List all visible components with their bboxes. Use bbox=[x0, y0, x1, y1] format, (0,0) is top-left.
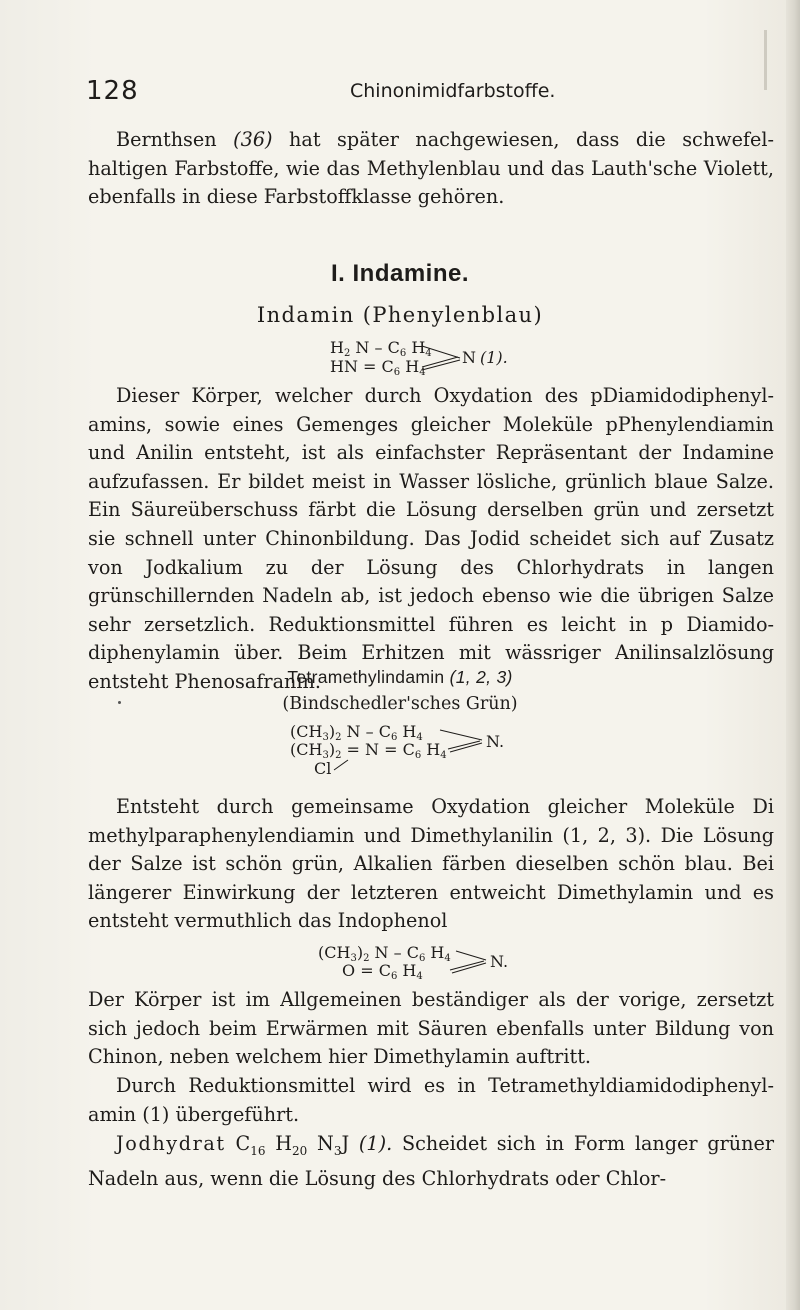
tetramethyl-formula-row3: Cl bbox=[314, 759, 332, 778]
tetramethyl-subtitle: (Bindschedler'sches Grün) bbox=[282, 694, 518, 714]
indamin-title-name: Indamin bbox=[256, 303, 355, 327]
indamin-title bbox=[0, 303, 800, 327]
intro-author: Bernthsen bbox=[116, 128, 217, 151]
jodhydrat-formula: $C_{16}$ $H_{20}$ $N_3J$ bbox=[235, 1132, 350, 1158]
intro-text: hat später nachgewiesen, dass die schwefel-haltigen Farbstoffe, wie das Methylenblau und das Lauth'sche Violett, ebenfalls in diese Farbstoffklasse gehören. bbox=[88, 128, 774, 209]
tetramethyl-title-name: Tetramethylindamin bbox=[287, 667, 445, 687]
indophenol-formula bbox=[318, 945, 538, 985]
tetramethyl-formula bbox=[290, 724, 550, 786]
tetramethyl-paragraph-3: Durch Reduktionsmittel wird es in Tetramethyldiamidodiphenyl-amin (1) übergeführt. bbox=[88, 1074, 774, 1126]
jodhydrat-text: Scheidet sich in Form langer grüner Nadeln aus, wenn die Lösung des Chlorhydrats oder Chlor- bbox=[88, 1132, 775, 1191]
tetramethyl-bond-lines bbox=[290, 724, 510, 784]
tetramethyl-formula-row2: $(CH_3)_2 = N = C_6$ $H_4$ bbox=[290, 740, 447, 761]
jodhydrat-ref: (1). bbox=[358, 1132, 393, 1155]
running-head: Chinonimidfarbstoffe. bbox=[350, 80, 556, 102]
tetramethyl-formula-n: N. bbox=[486, 732, 505, 751]
indamin-bond-lines bbox=[422, 342, 462, 372]
tetramethyl-paragraph-2: Der Körper ist im Allgemeinen beständiger als der vorige, zersetzt sich jedoch beim Erwärmen mit Säuren ebenfalls unter Bildung von Chinon, neben welchem hier Dimethylamin auftritt. bbox=[88, 988, 774, 1069]
indamin-formula-row1: $H_2$ N – $C_6$ $H_4$ bbox=[330, 338, 432, 359]
intro-ref: (36) bbox=[233, 128, 273, 151]
indamin-formula-n: N bbox=[462, 348, 476, 367]
indamin-formula-row2: HN = $C_6$ $H_4$ bbox=[330, 357, 426, 378]
page-edge bbox=[786, 0, 800, 1310]
ink-dot bbox=[118, 701, 121, 704]
indophenol-bond-lines bbox=[318, 945, 518, 981]
tetramethyl-paragraph-1: Entsteht durch gemeinsame Oxydation gleicher Moleküle Di methylparaphenylendiamin und Dimethylanilin (1, 2, 3). Die Lösung der Salze ist schön grün, Alkalien färben dieselben schön blau. Bei längerer Einwirkung der letzteren entweicht Dimethylamin und es entsteht vermuthlich das Indophenol bbox=[88, 795, 774, 933]
page-header bbox=[0, 76, 800, 110]
intro-paragraph bbox=[88, 126, 774, 212]
indamin-title-paren: (Phenylenblau) bbox=[362, 303, 544, 327]
indamin-formula-ref: (1). bbox=[480, 348, 508, 367]
jodhydrat-label: Jodhydrat bbox=[116, 1132, 226, 1155]
section-heading: I. Indamine. bbox=[330, 260, 470, 287]
indophenol-formula-row1: $(CH_3)_2$ N – $C_6$ $H_4$ bbox=[318, 943, 451, 964]
indamin-paragraph: Dieser Körper, welcher durch Oxydation des pDiamidodiphenyl-amins, sowie eines Gemenges gleicher Moleküle pPhenylendiamin und Anilin entsteht, ist als einfachster Repräsentant der Indamine aufzufassen. Er bildet meist in Wasser lösliche, grünlich blaue Salze. Ein Säureüberschuss färbt die Lösung derselben grün und zersetzt sie schnell unter Chinonbildung. Das Jodid scheidet sich auf Zusatz von Jodkalium zu der Lösung des Chlorhydrats in langen grünschillernden Nadeln ab, ist jedoch ebenso wie die übrigen Salze sehr zersetzlich. Reduktionsmittel führen es leicht in p Diamido-diphenylamin über. Beim Erhitzen mit wässriger Anilinsalzlösung entsteht Phenosafranin. bbox=[88, 384, 774, 693]
indophenol-formula-n: N. bbox=[490, 952, 509, 971]
tetramethyl-title bbox=[0, 667, 800, 688]
tetramethyl-title-refs: (1, 2, 3) bbox=[449, 667, 513, 687]
indamin-formula bbox=[330, 340, 530, 380]
jodhydrat-paragraph bbox=[88, 1130, 774, 1194]
indophenol-formula-row2: $O = C_6$ $H_4$ bbox=[342, 961, 423, 982]
tetramethyl-formula-row1: $(CH_3)_2$ N – $C_6$ $H_4$ bbox=[290, 722, 423, 743]
page-number: 128 bbox=[86, 76, 139, 106]
